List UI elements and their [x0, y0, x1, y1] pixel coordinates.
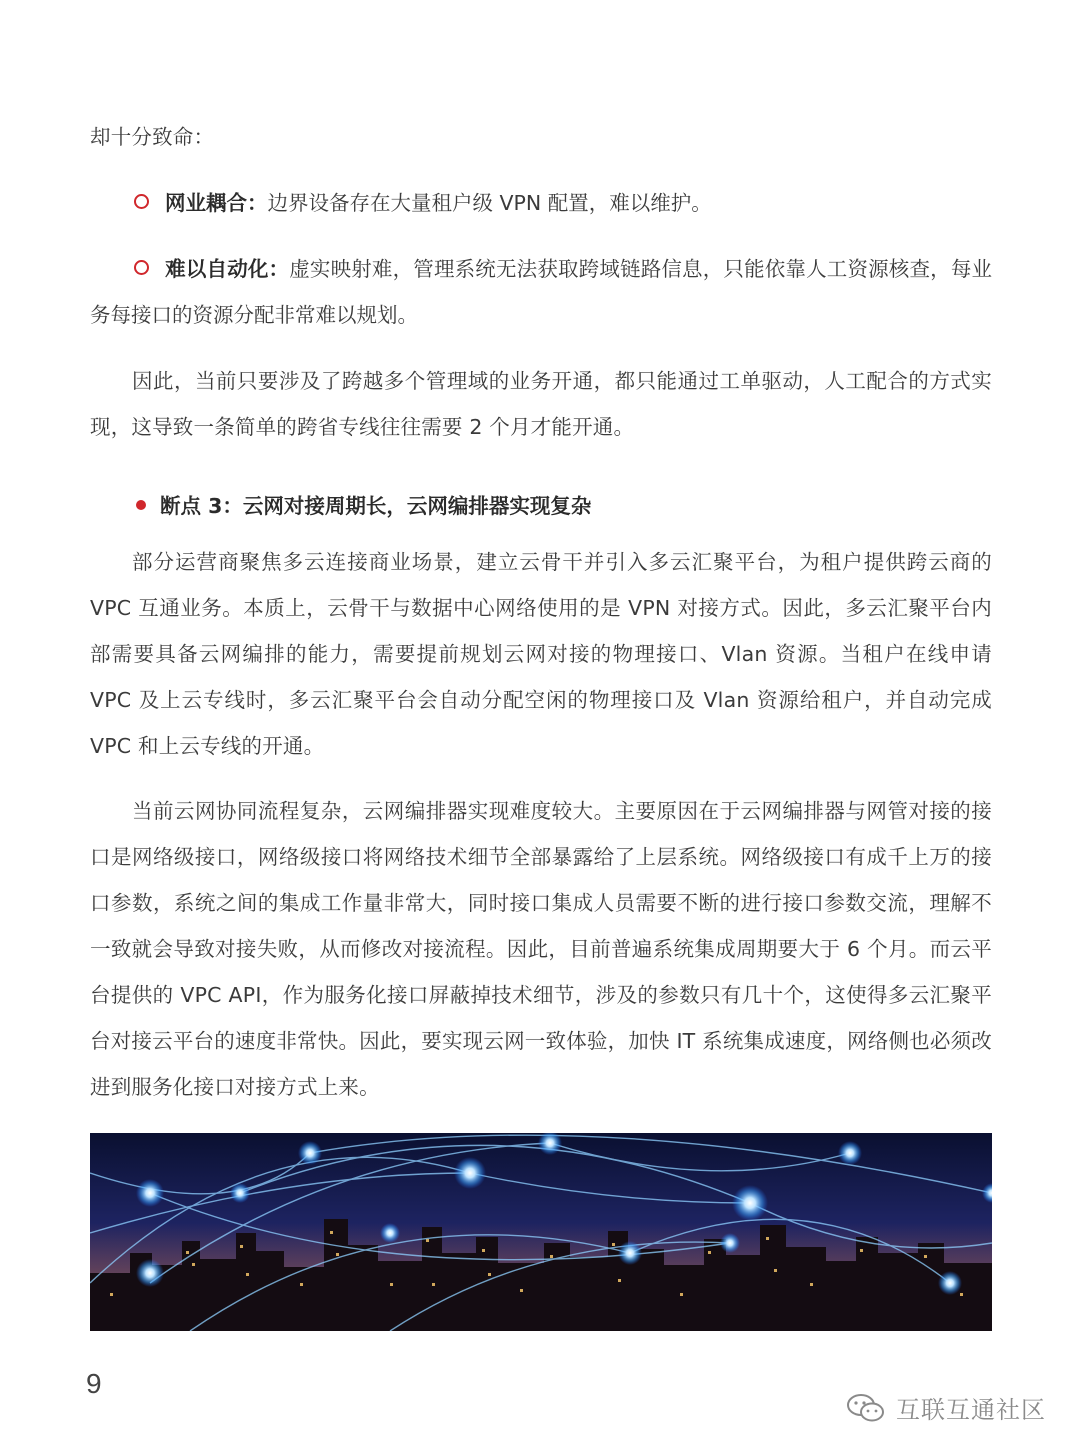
dot-bullet-icon	[136, 500, 146, 510]
paragraph: 当前云网协同流程复杂，云网编排器实现难度较大。主要原因在于云网编排器与网管对接的接口是网络级接口，网络级接口将网络技术细节全部暴露给了上层系统。网络级接口有成千上万的接口参数，系统之间的集成工作量非常大，同时接口集成人员需要不断的进行接口参数交流，理解不一致就会导致对接失败，从而修改对接流程。因此，目前普遍系统集成周期要大于 6 个月。而云平台提供的 VPC API，作为服务化接口屏蔽掉技术细节，涉及的参数只有几十个，这使得多云汇聚平台对接云平台的速度非常快。因此，要实现云网一致体验，加快 IT 系统集成速度，网络侧也必须改进到服务化接口对接方式上来。	[90, 799, 992, 1099]
bullet-label: 难以自动化：	[165, 257, 290, 281]
bullet-item	[134, 180, 992, 226]
network-city-image	[90, 1133, 992, 1331]
paragraph: 部分运营商聚焦多云连接商业场景，建立云骨干并引入多云汇聚平台，为租户提供跨云商的 VPC 互通业务。本质上，云骨干与数据中心网络使用的是 VPN 对接方式。因此，多云汇聚平台内部需要具备云网编排的能力，需要提前规划云网对接的物理接口、Vlan 资源。当租户在线申请 VPC 及上云专线时，多云汇聚平台会自动分配空闲的物理接口及 Vlan 资源给租户，并自动完成 VPC 和上云专线的开通。	[90, 550, 992, 758]
intro-text: 却十分致命：	[90, 125, 215, 149]
section-heading-text: 断点 3：云网对接周期长，云网编排器实现复杂	[160, 494, 592, 518]
section-heading	[136, 486, 591, 526]
city-network-illustration	[90, 1133, 992, 1331]
wechat-watermark	[846, 1390, 1046, 1425]
wechat-logo-icon	[846, 1393, 886, 1423]
paragraph: 因此，当前只要涉及了跨越多个管理域的业务开通，都只能通过工单驱动，人工配合的方式实现，这导致一条简单的跨省专线往往需要 2 个月才能开通。	[90, 369, 992, 439]
ring-bullet-icon	[134, 194, 149, 209]
watermark-text: 互联互通社区	[896, 1396, 1046, 1424]
bullet-label: 网业耦合：	[165, 191, 268, 215]
bullet-item	[90, 246, 992, 338]
bullet-text: 虚实映射难，管理系统无法获取跨域链路信息，只能依靠人工资源核查，每业务每接口的资源分配非常难以规划。	[90, 257, 993, 327]
ring-bullet-icon	[134, 260, 149, 275]
page-number: 9	[86, 1368, 102, 1399]
bullet-text: 边界设备存在大量租户级 VPN 配置，难以维护。	[267, 191, 712, 215]
